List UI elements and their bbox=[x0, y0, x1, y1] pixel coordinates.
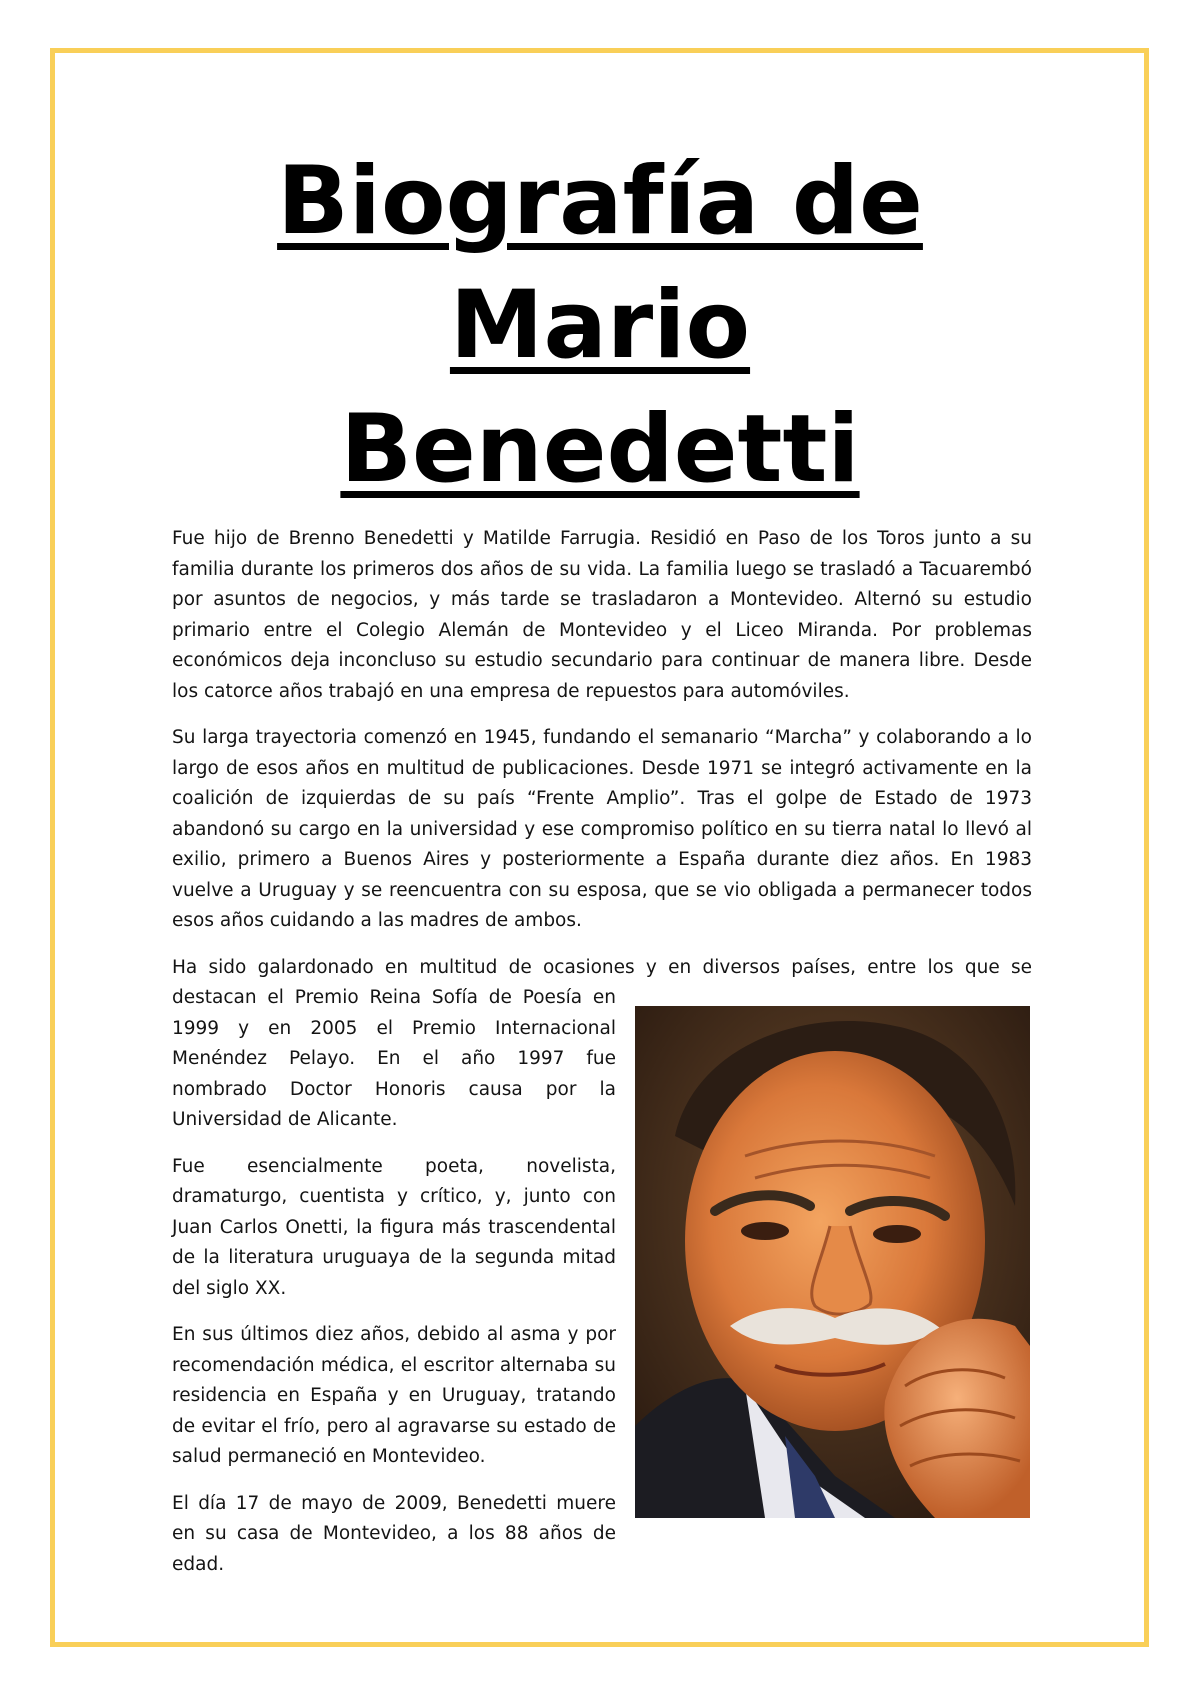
page-title bbox=[170, 140, 1030, 512]
title-line-3: Benedetti bbox=[340, 395, 860, 504]
paragraph-awards-first-line: Ha sido galardonado en multitud de ocasiones y en diversos países, entre los que se bbox=[172, 957, 1032, 978]
portrait-photo bbox=[635, 1006, 1030, 1518]
paragraph-awards: destacan el Premio Reina Sofía de Poesía en 1999 y en 2005 el Premio Internacional Menéndez Pelayo. En el año 1997 fue nombrado Doctor Honoris causa por la Universidad de Alicante. bbox=[172, 987, 616, 1130]
paragraph-death: El día 17 de mayo de 2009, Benedetti muere en su casa de Montevideo, a los 88 años de edad. bbox=[172, 1492, 616, 1575]
paragraph-works: Fue esencialmente poeta, novelista, dramaturgo, cuentista y crítico, y, junto con Juan Carlos Onetti, la figura más trascendental de la literatura uruguaya de la segunda mitad del siglo XX. bbox=[172, 1155, 616, 1299]
title-line-2: Mario bbox=[449, 271, 751, 380]
title-line-1: Biografía de bbox=[277, 147, 923, 256]
paragraph-career: Su larga trayectoria comenzó en 1945, fundando el semanario “Marcha” y colaborando a lo largo de esos años en multitud de publicaciones. Desde 1971 se integró activamente en la coalición de izquierdas de su país “Frente Amplio”. Tras el golpe de Estado de 1973 abandonó su cargo en la universidad y ese compromiso político en su tierra natal lo llevó al exilio, primero a Buenos Aires y posteriormente a España durante diez años. En 1983 vuelve a Uruguay y se reencuentra con su esposa, que se vio obligada a permanecer todos esos años cuidando a las madres de ambos. bbox=[172, 727, 1032, 931]
paragraph-last-years: En sus últimos diez años, debido al asma y por recomendación médica, el escritor alternaba su residencia en España y en Uruguay, tratando de evitar el frío, pero al agravarse su estado de salud permaneció en Montevideo. bbox=[172, 1324, 616, 1467]
left-text-column bbox=[172, 983, 616, 1596]
portrait-illustration bbox=[635, 1006, 1030, 1518]
paragraph-early-life: Fue hijo de Brenno Benedetti y Matilde Farrugia. Residió en Paso de los Toros junto a su familia durante los primeros dos años de su vida. La familia luego se trasladó a Tacuarembó por asuntos de negocios, y más tarde se trasladaron a Montevideo. Alternó su estudio primario entre el Colegio Alemán de Montevideo y el Liceo Miranda. Por problemas económicos deja inconcluso su estudio secundario para continuar de manera libre. Desde los catorce años trabajó en una empresa de repuestos para automóviles. bbox=[172, 528, 1032, 702]
